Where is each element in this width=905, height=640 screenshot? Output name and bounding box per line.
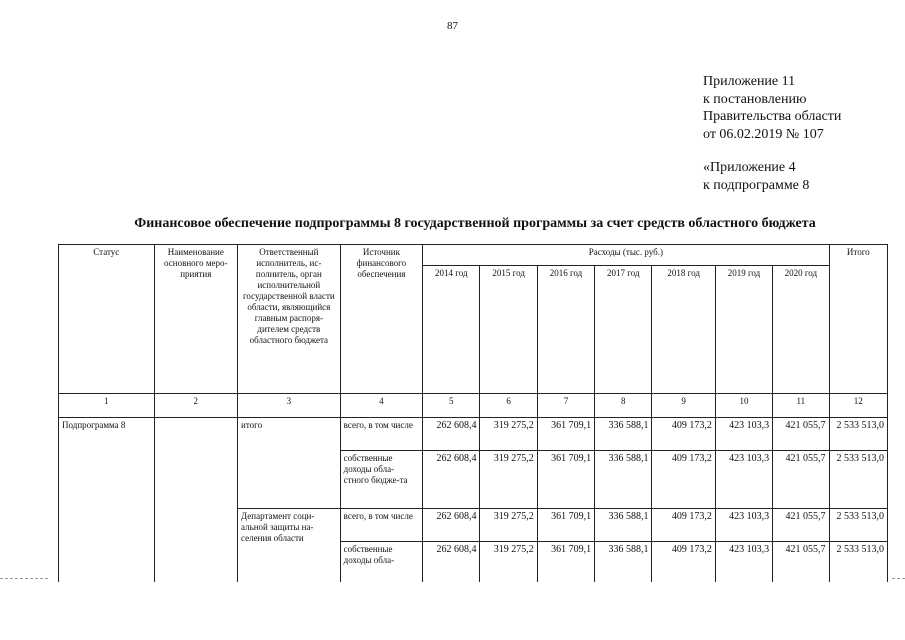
header-year: 2017 год bbox=[595, 266, 652, 394]
total-cell: 2 533 513,0 bbox=[829, 542, 887, 582]
header-source: Источник финансового обеспечения bbox=[340, 245, 422, 394]
source-cell: всего, в том числе bbox=[340, 418, 422, 451]
header-year: 2018 год bbox=[652, 266, 715, 394]
value-cell: 262 608,4 bbox=[423, 418, 480, 451]
value-cell: 319 275,2 bbox=[480, 509, 537, 542]
header-year: 2020 год bbox=[773, 266, 829, 394]
table-header-row bbox=[59, 245, 888, 266]
column-number: 9 bbox=[652, 394, 715, 418]
value-cell: 361 709,1 bbox=[537, 418, 594, 451]
header-year: 2019 год bbox=[715, 266, 772, 394]
margin-line-left bbox=[0, 578, 48, 579]
value-cell: 421 055,7 bbox=[773, 542, 829, 582]
total-cell: 2 533 513,0 bbox=[829, 451, 887, 509]
appendix-block bbox=[703, 73, 841, 194]
column-number: 1 bbox=[59, 394, 155, 418]
header-expenses: Расходы (тыс. руб.) bbox=[423, 245, 829, 266]
value-cell: 361 709,1 bbox=[537, 451, 594, 509]
column-number: 12 bbox=[829, 394, 887, 418]
column-number: 2 bbox=[154, 394, 237, 418]
financing-table bbox=[58, 244, 888, 582]
value-cell: 336 588,1 bbox=[595, 542, 652, 582]
total-cell: 2 533 513,0 bbox=[829, 509, 887, 542]
value-cell: 319 275,2 bbox=[480, 542, 537, 582]
appendix-line: Правительства области bbox=[703, 109, 842, 124]
appendix-line: к подпрограмме 8 bbox=[703, 177, 810, 193]
value-cell: 336 588,1 bbox=[595, 509, 652, 542]
status-cell: Подпрограмма 8 bbox=[59, 418, 155, 582]
column-number: 11 bbox=[773, 394, 829, 418]
value-cell: 262 608,4 bbox=[423, 542, 480, 582]
header-total: Итого bbox=[829, 245, 887, 394]
column-number: 4 bbox=[340, 394, 422, 418]
document-title: Финансовое обеспечение подпрограммы 8 государственной программы за счет средств областного бюджета bbox=[134, 216, 816, 231]
appendix-line: от 06.02.2019 № 107 bbox=[703, 126, 824, 142]
value-cell: 361 709,1 bbox=[537, 509, 594, 542]
column-number: 6 bbox=[480, 394, 537, 418]
value-cell: 423 103,3 bbox=[715, 542, 772, 582]
value-cell: 319 275,2 bbox=[480, 418, 537, 451]
value-cell: 421 055,7 bbox=[773, 509, 829, 542]
column-number-row bbox=[59, 394, 888, 418]
value-cell: 262 608,4 bbox=[423, 451, 480, 509]
value-cell: 409 173,2 bbox=[652, 509, 715, 542]
value-cell: 421 055,7 bbox=[773, 418, 829, 451]
header-year: 2015 год bbox=[480, 266, 537, 394]
appendix-line: к постановлению bbox=[703, 91, 807, 107]
column-number: 3 bbox=[238, 394, 341, 418]
column-number: 10 bbox=[715, 394, 772, 418]
header-status: Статус bbox=[59, 245, 155, 394]
header-responsible: Ответственный исполнитель, ис-полнитель, орган исполнительной государственной власти области, являющийся главным распоря-дителем средств областного бюджета bbox=[238, 245, 341, 394]
column-number: 8 bbox=[595, 394, 652, 418]
value-cell: 409 173,2 bbox=[652, 451, 715, 509]
column-number: 5 bbox=[423, 394, 480, 418]
responsible-cell: Департамент соци-альной защиты на-селения области bbox=[238, 509, 341, 582]
value-cell: 409 173,2 bbox=[652, 542, 715, 582]
page-number: 87 bbox=[447, 20, 458, 32]
table-row bbox=[59, 418, 888, 451]
value-cell: 423 103,3 bbox=[715, 418, 772, 451]
value-cell: 423 103,3 bbox=[715, 509, 772, 542]
value-cell: 336 588,1 bbox=[595, 451, 652, 509]
value-cell: 423 103,3 bbox=[715, 451, 772, 509]
value-cell: 262 608,4 bbox=[423, 509, 480, 542]
header-year: 2014 год bbox=[423, 266, 480, 394]
total-cell: 2 533 513,0 bbox=[829, 418, 887, 451]
responsible-cell: итого bbox=[238, 418, 341, 509]
value-cell: 409 173,2 bbox=[652, 418, 715, 451]
column-number: 7 bbox=[537, 394, 594, 418]
source-cell: собственные доходы обла-стного бюдже-та bbox=[340, 451, 422, 509]
header-year: 2016 год bbox=[537, 266, 594, 394]
header-name: Наименование основного меро-приятия bbox=[154, 245, 237, 394]
activity-name-cell bbox=[154, 418, 237, 582]
source-cell: собственные доходы обла- bbox=[340, 542, 422, 582]
value-cell: 336 588,1 bbox=[595, 418, 652, 451]
appendix-line: «Приложение 4 bbox=[703, 160, 796, 175]
value-cell: 421 055,7 bbox=[773, 451, 829, 509]
appendix-line: Приложение 11 bbox=[703, 74, 796, 89]
value-cell: 361 709,1 bbox=[537, 542, 594, 582]
source-cell: всего, в том числе bbox=[340, 509, 422, 542]
value-cell: 319 275,2 bbox=[480, 451, 537, 509]
margin-line-right bbox=[892, 578, 905, 579]
